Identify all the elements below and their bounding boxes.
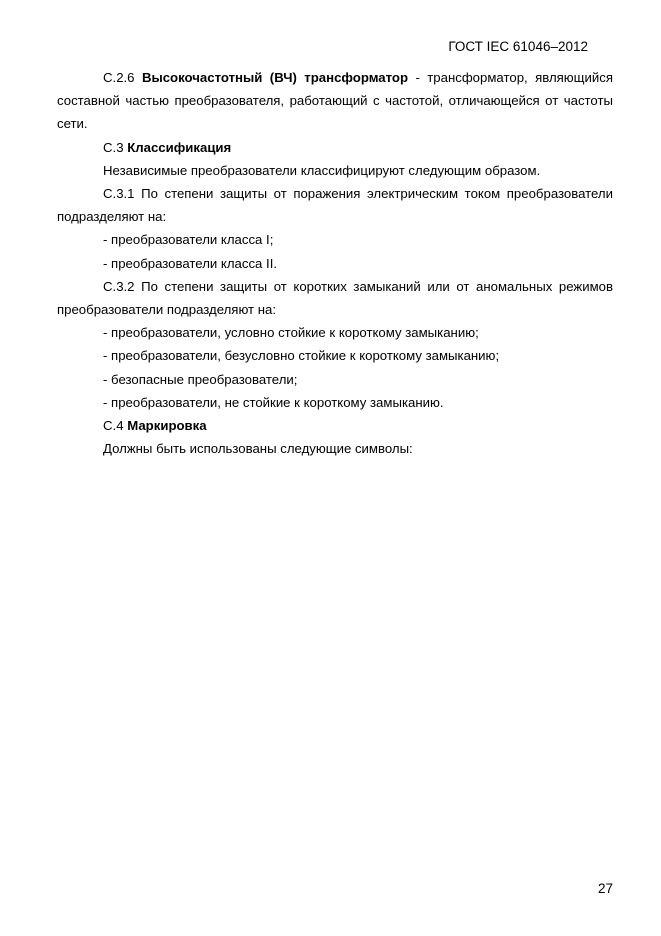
section-heading-marking [57, 414, 613, 437]
list-item: - преобразователи класса II. [103, 255, 278, 271]
list-item: - преобразователи, не стойкие к короткому замыканию. [103, 394, 444, 410]
paragraph-c-3-1: С.3.1 По степени защиты от поражения электрическим током преобразователи подразделяют на: [57, 186, 613, 225]
document-body [57, 66, 613, 460]
paragraph: Должны быть использованы следующие символы: [103, 441, 413, 457]
section-title: Маркировка [127, 418, 207, 434]
list-item: - преобразователи, безусловно стойкие к короткому замыканию; [103, 348, 500, 364]
list-item: - преобразователи, условно стойкие к короткому замыканию; [103, 325, 479, 341]
section-number: С.4 [103, 418, 124, 434]
paragraph: Независимые преобразователи классифицируют следующим образом. [103, 162, 541, 178]
document-code: ГОСТ IEC 61046–2012 [448, 39, 588, 54]
paragraph-c-3-2: С.3.2 По степени защиты от коротких замыканий или от аномальных режимов преобразователи подразделяют на: [57, 278, 613, 318]
definition-text: - трансформатор, являющийся составной частью преобразователя, работающий с частотой, отличающейся от частоты сети. [57, 70, 613, 132]
page-number: 27 [597, 881, 613, 896]
section-number: С.3 [103, 139, 124, 155]
list-item: - преобразователи класса I; [103, 232, 274, 248]
section-title: Классификация [127, 139, 232, 155]
defined-term: Высокочастотный (ВЧ) трансформатор [141, 70, 409, 85]
section-heading-classification [57, 136, 613, 159]
list-item: - безопасные преобразователи; [103, 371, 298, 387]
definition-c-2-6 [57, 66, 613, 136]
clause-number: С.2.6 [103, 70, 135, 85]
